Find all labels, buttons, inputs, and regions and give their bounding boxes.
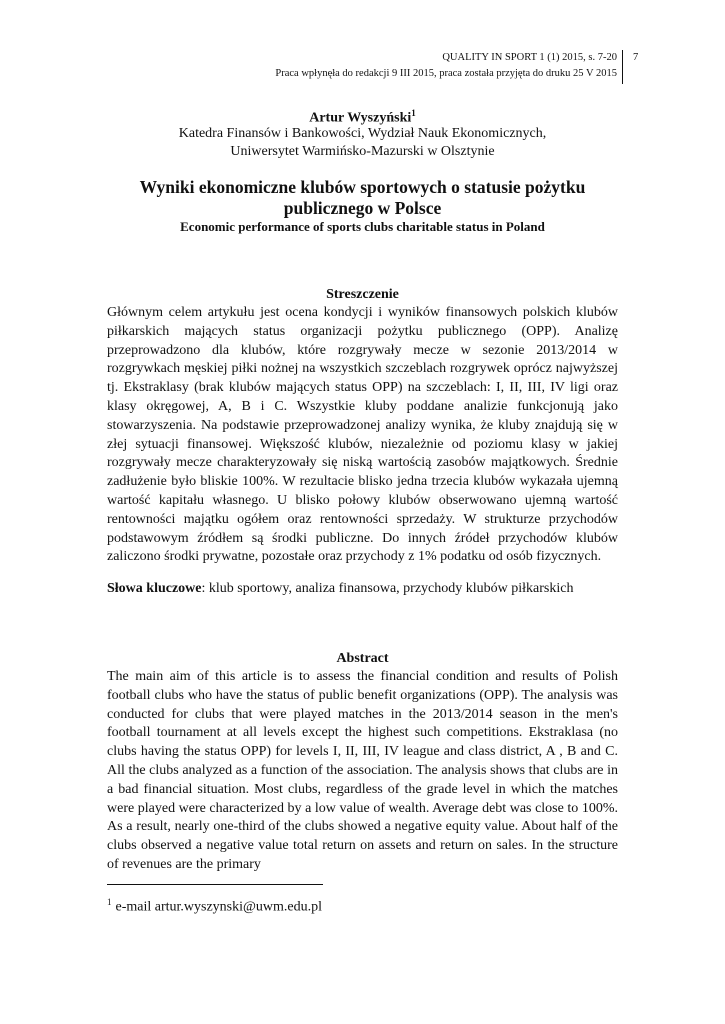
affiliation (0, 125, 725, 161)
author-footnote-mark: 1 (411, 108, 416, 118)
keywords (107, 581, 618, 597)
footnote (107, 897, 322, 916)
abstract-text: The main aim of this article is to assess the financial condition and results of Polish football clubs who have the status of public benefit organizations (OPP). The analysis was conducted for clubs that were played matches in the 2013/2014 season in the men's football tournament at all levels except the highest such competitions. Ekstraklasa (no clubs having the status OPP) for levels I, II, III, IV league and class district, A , B and C. All the clubs analyzed as a function of the association. The analysis shows that clubs are in a bad financial situation. Most clubs, regardless of the grade level in which the matches were played were characterized by a low value of wealth. Average debt was close to 100%. As a result, nearly one-third of the clubs showed a negative equity value. About half of the clubs observed a negative value total return on assets and return on sales. In the structure of revenues are the primary (107, 669, 618, 872)
streszczenie-text: Głównym celem artykułu jest ocena kondycji i wyników finansowych polskich klubów piłkarskich mających status organizacji pożytku publicznego (OPP). Analizę przeprowadzono dla klubów, które rozgrywały mecze w sezonie 2013/2014 w rozgrywkach męskiej piłki nożnej na wszystkich szczeblach rozgrywek oprócz najwyższej tj. Ekstraklasy (brak klubów mających status OPP) na szczeblach: I, II, III, IV ligi oraz klasy okręgowej, A, B i C. Wszystkie kluby poddane analizie funkcjonują jako stowarzyszenia. Na podstawie przeprowadzonej analizy wynika, że kluby znajdują się w złej sytuacji finansowej. Większość klubów, niezależnie od poziomu klasy w jakiej rozgrywały mecze charakteryzowały się niską wartością zasobów majątkowych. Średnie zadłużenie było bliskie 100%. W rezultacie blisko jedna trzecia klubów wykazała ujemną wartość kapitału własnego. U blisko połowy klubów obserwowano ujemną wartość rentowności majątku ogółem oraz rentowności sprzedaży. W strukturze przychodów podstawowym źródłem są środki publiczne. Do innych źródeł przychodów klubów zaliczono środki prywatne, pozostałe oraz przychody z 1% podatku od osób fizycznych. (107, 305, 618, 565)
keywords-label: Słowa kluczowe (107, 581, 202, 596)
author-line (0, 108, 725, 127)
received-note: Praca wpłynęła do redakcji 9 III 2015, praca została przyjęta do druku 25 V 2015 (275, 68, 617, 79)
author-name: Artur Wyszyński (309, 110, 412, 126)
footnote-divider (107, 884, 323, 885)
header-divider (622, 50, 623, 84)
affiliation-line-1: Katedra Finansów i Bankowości, Wydział Nauk Ekonomicznych, (178, 126, 547, 141)
journal-citation: QUALITY IN SPORT 1 (1) 2015, s. 7-20 (442, 52, 617, 63)
footnote-email: e-mail artur.wyszynski@uwm.edu.pl (115, 899, 323, 915)
affiliation-line-2: Uniwersytet Warmińsko-Mazurski w Olsztynie (230, 144, 495, 159)
title-english: Economic performance of sports clubs charitable status in Poland (180, 219, 545, 234)
running-header (275, 50, 617, 82)
abstract-heading: Abstract (336, 651, 389, 666)
footnote-mark: 1 (107, 897, 112, 907)
title-polish: Wyniki ekonomiczne klubów sportowych o statusie pożytku publicznego w Polsce (139, 177, 586, 218)
keywords-text: : klub sportowy, analiza finansowa, przychody klubów piłkarskich (201, 581, 574, 596)
streszczenie-heading: Streszczenie (326, 287, 399, 302)
page-number: 7 (633, 52, 639, 63)
